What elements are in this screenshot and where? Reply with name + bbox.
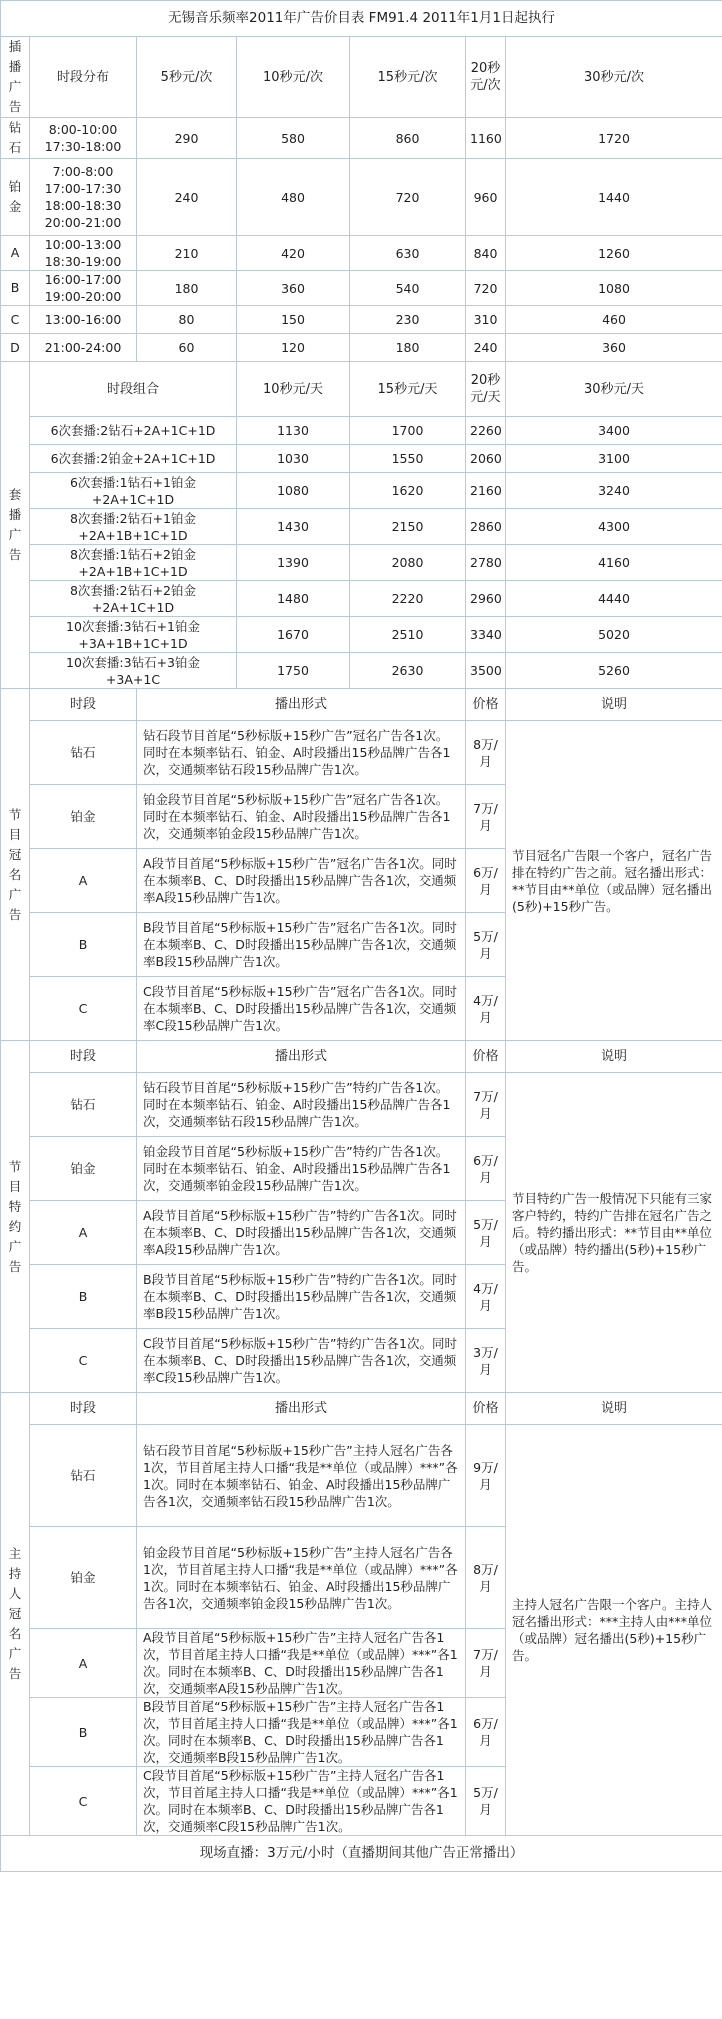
monthly-price: 8万/月 (466, 1527, 506, 1629)
price-15s-daily: 1550 (350, 445, 466, 473)
title-sponsor-label (1, 689, 30, 1041)
slot-name-text: 铂金 (8, 179, 22, 214)
header-broadcast-form: 播出形式 (137, 1393, 466, 1425)
monthly-price: 3万/月 (466, 1329, 506, 1393)
price-15s: 720 (350, 159, 466, 236)
table-row (1, 118, 722, 159)
price-5s: 60 (137, 334, 237, 362)
price-20s-daily: 2260 (466, 417, 506, 445)
header-time-distribution: 时段分布 (30, 37, 137, 118)
package-combination: 10次套播:3钻石+3铂金 +3A+1C (30, 653, 237, 689)
price-30s-daily: 4440 (506, 581, 722, 617)
price-10s-daily: 1080 (237, 473, 350, 509)
monthly-price: 5万/月 (466, 1767, 506, 1836)
package-combination: 8次套播:2钻石+1铂金 +2A+1B+1C+1D (30, 509, 237, 545)
header-20s-price: 20秒元/次 (466, 37, 506, 118)
broadcast-form: 钻石段节目首尾“5秒标版+15秒广告”特约广告各1次。同时在本频率钻石、铂金、A时段播出15秒品牌广告各1次，交通频率钻石段15秒品牌广告1次。 (137, 1073, 466, 1137)
price-20s: 840 (466, 236, 506, 271)
slot-time-range: 13:00-16:00 (30, 306, 137, 334)
table-row (1, 545, 722, 581)
table-row (1, 581, 722, 617)
monthly-price: 4万/月 (466, 1265, 506, 1329)
header-time-slot: 时段 (30, 1041, 137, 1073)
package-ad-label-text: 套播广告 (8, 487, 22, 562)
program-sponsor-label (1, 1041, 30, 1393)
price-30s-daily: 4300 (506, 509, 722, 545)
price-15s: 230 (350, 306, 466, 334)
page-title: 无锡音乐频率2011年广告价目表 FM91.4 2011年1月1日起执行 (1, 1, 722, 37)
header-15s-price: 15秒元/次 (350, 37, 466, 118)
price-5s: 80 (137, 306, 237, 334)
table-row (1, 445, 722, 473)
s2-header-row (1, 362, 722, 417)
slot-name (1, 334, 30, 362)
title-sponsor-notes: 节目冠名广告限一个客户，冠名广告排在特约广告之前。冠名播出形式：**节目由**单位（或品牌）冠名播出(5秒)+15秒广告。 (506, 721, 722, 1041)
s3-header-row (1, 689, 722, 721)
slot-name: A (30, 1201, 137, 1265)
s1-header-row (1, 37, 722, 118)
header-10s-daily: 10秒元/天 (237, 362, 350, 417)
broadcast-form: 铂金段节目首尾“5秒标版+15秒广告”特约广告各1次。同时在本频率钻石、铂金、A时段播出15秒品牌广告各1次，交通频率铂金段15秒品牌广告1次。 (137, 1137, 466, 1201)
table-row (1, 159, 722, 236)
slot-name-text: D (10, 339, 20, 355)
price-20s-daily: 3500 (466, 653, 506, 689)
price-20s-daily: 2860 (466, 509, 506, 545)
insert-ad-label (1, 37, 30, 118)
header-10s-price: 10秒元/次 (237, 37, 350, 118)
s4-header-row (1, 1041, 722, 1073)
price-30s: 1440 (506, 159, 722, 236)
price-5s: 240 (137, 159, 237, 236)
header-30s-daily: 30秒元/天 (506, 362, 722, 417)
price-10s-daily: 1480 (237, 581, 350, 617)
header-broadcast-form: 播出形式 (137, 689, 466, 721)
package-ad-label (1, 362, 30, 689)
price-10s-daily: 1390 (237, 545, 350, 581)
price-15s: 630 (350, 236, 466, 271)
slot-name: C (30, 1767, 137, 1836)
host-sponsor-label (1, 1393, 30, 1836)
price-30s: 360 (506, 334, 722, 362)
slot-name (1, 236, 30, 271)
table-row (1, 306, 722, 334)
monthly-price: 6万/月 (466, 849, 506, 913)
header-broadcast-form: 播出形式 (137, 1041, 466, 1073)
price-15s-daily: 2220 (350, 581, 466, 617)
monthly-price: 4万/月 (466, 977, 506, 1041)
header-notes: 说明 (506, 689, 722, 721)
header-time-slot: 时段 (30, 1393, 137, 1425)
broadcast-form: A段节目首尾“5秒标版+15秒广告”冠名广告各1次。同时在本频率B、C、D时段播出15秒品牌广告各1次，交通频率A段15秒品牌广告1次。 (137, 849, 466, 913)
header-30s-price: 30秒元/次 (506, 37, 722, 118)
monthly-price: 6万/月 (466, 1698, 506, 1767)
slot-name: 钻石 (30, 1425, 137, 1527)
package-combination: 6次套播:2钻石+2A+1C+1D (30, 417, 237, 445)
monthly-price: 7万/月 (466, 785, 506, 849)
broadcast-form: A段节目首尾“5秒标版+15秒广告”主持人冠名广告各1次，节目首尾主持人口播“我是**单位（或品牌）***”各1次。同时在本频率B、C、D时段播出15秒品牌广告各1次，交通频率A段15秒品牌广告1次。 (137, 1629, 466, 1698)
insert-ad-label-text: 插播广告 (8, 39, 22, 114)
broadcast-form: A段节目首尾“5秒标版+15秒广告”特约广告各1次。同时在本频率B、C、D时段播出15秒品牌广告各1次，交通频率A段15秒品牌广告1次。 (137, 1201, 466, 1265)
slot-name-text: A (10, 245, 20, 260)
price-30s-daily: 5020 (506, 617, 722, 653)
header-5s-price: 5秒元/次 (137, 37, 237, 118)
table-row (1, 417, 722, 445)
price-20s: 310 (466, 306, 506, 334)
table-row (1, 653, 722, 689)
price-30s: 1080 (506, 271, 722, 306)
monthly-price: 5万/月 (466, 913, 506, 977)
broadcast-form: B段节目首尾“5秒标版+15秒广告”主持人冠名广告各1次，节目首尾主持人口播“我是**单位（或品牌）***”各1次。同时在本频率B、C、D时段播出15秒品牌广告各1次，交通频率B段15秒品牌广告1次。 (137, 1698, 466, 1767)
price-30s: 1720 (506, 118, 722, 159)
slot-name: 铂金 (30, 1137, 137, 1201)
slot-name-text: 钻石 (8, 120, 22, 155)
header-price: 价格 (466, 1393, 506, 1425)
price-30s: 460 (506, 306, 722, 334)
price-20s-daily: 2960 (466, 581, 506, 617)
slot-name (1, 271, 30, 306)
header-20s-daily: 20秒元/天 (466, 362, 506, 417)
price-15s-daily: 2630 (350, 653, 466, 689)
package-combination: 8次套播:2钻石+2铂金 +2A+1C+1D (30, 581, 237, 617)
price-10s: 150 (237, 306, 350, 334)
header-notes: 说明 (506, 1393, 722, 1425)
monthly-price: 7万/月 (466, 1629, 506, 1698)
table-row (1, 721, 722, 785)
broadcast-form: 铂金段节目首尾“5秒标版+15秒广告”冠名广告各1次。同时在本频率钻石、铂金、A时段播出15秒品牌广告各1次，交通频率铂金段15秒品牌广告1次。 (137, 785, 466, 849)
header-notes: 说明 (506, 1041, 722, 1073)
broadcast-form: 钻石段节目首尾“5秒标版+15秒广告”主持人冠名广告各1次，节目首尾主持人口播“我是**单位（或品牌）***”各1次。同时在本频率钻石、铂金、A时段播出15秒品牌广告各1次，交通频率钻石段15秒品牌广告1次。 (137, 1425, 466, 1527)
price-20s: 1160 (466, 118, 506, 159)
slot-name-text: B (10, 280, 20, 295)
price-15s-daily: 1620 (350, 473, 466, 509)
package-combination: 6次套播:1钻石+1铂金 +2A+1C+1D (30, 473, 237, 509)
slot-name (1, 306, 30, 334)
program-sponsor-notes: 节目特约广告一般情况下只能有三家客户特约，特约广告排在冠名广告之后。特约播出形式：**节目由**单位（或品牌）特约播出(5秒)+15秒广告。 (506, 1073, 722, 1393)
price-15s-daily: 2080 (350, 545, 466, 581)
price-15s-daily: 2150 (350, 509, 466, 545)
slot-name (1, 118, 30, 159)
price-20s-daily: 2780 (466, 545, 506, 581)
broadcast-form: 钻石段节目首尾“5秒标版+15秒广告”冠名广告各1次。同时在本频率钻石、铂金、A时段播出15秒品牌广告各1次，交通频率钻石段15秒品牌广告1次。 (137, 721, 466, 785)
price-10s-daily: 1130 (237, 417, 350, 445)
package-combination: 8次套播:1钻石+2铂金 +2A+1B+1C+1D (30, 545, 237, 581)
table-row (1, 617, 722, 653)
header-slot-combination: 时段组合 (30, 362, 237, 417)
title-row (1, 1, 722, 37)
slot-name: A (30, 1629, 137, 1698)
price-10s-daily: 1750 (237, 653, 350, 689)
price-20s-daily: 2160 (466, 473, 506, 509)
slot-name: B (30, 913, 137, 977)
monthly-price: 8万/月 (466, 721, 506, 785)
slot-time-range: 16:00-17:00 19:00-20:00 (30, 271, 137, 306)
price-10s: 420 (237, 236, 350, 271)
monthly-price: 5万/月 (466, 1201, 506, 1265)
price-10s: 360 (237, 271, 350, 306)
title-sponsor-label-text: 节目冠名广告 (8, 806, 22, 922)
slot-name: 钻石 (30, 1073, 137, 1137)
price-10s-daily: 1670 (237, 617, 350, 653)
host-sponsor-label-text: 主持人冠名广告 (8, 1546, 22, 1681)
price-10s-daily: 1030 (237, 445, 350, 473)
price-10s-daily: 1430 (237, 509, 350, 545)
slot-time-range: 21:00-24:00 (30, 334, 137, 362)
slot-name: B (30, 1698, 137, 1767)
package-combination: 6次套播:2铂金+2A+1C+1D (30, 445, 237, 473)
price-10s: 480 (237, 159, 350, 236)
broadcast-form: C段节目首尾“5秒标版+15秒广告”主持人冠名广告各1次，节目首尾主持人口播“我是**单位（或品牌）***”各1次。同时在本频率B、C、D时段播出15秒品牌广告各1次，交通频率C段15秒品牌广告1次。 (137, 1767, 466, 1836)
price-15s: 860 (350, 118, 466, 159)
price-10s: 580 (237, 118, 350, 159)
header-15s-daily: 15秒元/天 (350, 362, 466, 417)
broadcast-form: C段节目首尾“5秒标版+15秒广告”特约广告各1次。同时在本频率B、C、D时段播出15秒品牌广告各1次，交通频率C段15秒品牌广告1次。 (137, 1329, 466, 1393)
slot-time-range: 7:00-8:00 17:00-17:30 18:00-18:30 20:00-21:00 (30, 159, 137, 236)
price-15s-daily: 1700 (350, 417, 466, 445)
table-row (1, 236, 722, 271)
header-price: 价格 (466, 689, 506, 721)
price-20s: 960 (466, 159, 506, 236)
monthly-price: 6万/月 (466, 1137, 506, 1201)
package-combination: 10次套播:3钻石+1铂金 +3A+1B+1C+1D (30, 617, 237, 653)
header-time-slot: 时段 (30, 689, 137, 721)
price-15s-daily: 2510 (350, 617, 466, 653)
monthly-price: 9万/月 (466, 1425, 506, 1527)
slot-name-text: C (10, 311, 20, 327)
table-row (1, 1073, 722, 1137)
footer-row (1, 1836, 722, 1872)
slot-time-range: 8:00-10:00 17:30-18:00 (30, 118, 137, 159)
price-20s: 240 (466, 334, 506, 362)
price-15s: 540 (350, 271, 466, 306)
slot-name: A (30, 849, 137, 913)
price-30s-daily: 5260 (506, 653, 722, 689)
price-30s-daily: 3400 (506, 417, 722, 445)
price-20s-daily: 3340 (466, 617, 506, 653)
monthly-price: 7万/月 (466, 1073, 506, 1137)
slot-name: C (30, 977, 137, 1041)
live-broadcast-note: 现场直播：3万元/小时（直播期间其他广告正常播出） (1, 1836, 722, 1872)
price-5s: 210 (137, 236, 237, 271)
broadcast-form: B段节目首尾“5秒标版+15秒广告”特约广告各1次。同时在本频率B、C、D时段播出15秒品牌广告各1次，交通频率B段15秒品牌广告1次。 (137, 1265, 466, 1329)
program-sponsor-label-text: 节目特约广告 (8, 1158, 22, 1274)
price-30s-daily: 4160 (506, 545, 722, 581)
table-row (1, 509, 722, 545)
price-30s-daily: 3100 (506, 445, 722, 473)
slot-name: 铂金 (30, 785, 137, 849)
slot-time-range: 10:00-13:00 18:30-19:00 (30, 236, 137, 271)
broadcast-form: C段节目首尾“5秒标版+15秒广告”冠名广告各1次。同时在本频率B、C、D时段播出15秒品牌广告各1次，交通频率C段15秒品牌广告1次。 (137, 977, 466, 1041)
table-row (1, 334, 722, 362)
s5-header-row (1, 1393, 722, 1425)
slot-name: B (30, 1265, 137, 1329)
slot-name: 铂金 (30, 1527, 137, 1629)
table-row (1, 1425, 722, 1527)
price-30s-daily: 3240 (506, 473, 722, 509)
price-20s-daily: 2060 (466, 445, 506, 473)
broadcast-form: B段节目首尾“5秒标版+15秒广告”冠名广告各1次。同时在本频率B、C、D时段播出15秒品牌广告各1次，交通频率B段15秒品牌广告1次。 (137, 913, 466, 977)
price-5s: 290 (137, 118, 237, 159)
price-5s: 180 (137, 271, 237, 306)
price-15s: 180 (350, 334, 466, 362)
table-row (1, 473, 722, 509)
broadcast-form: 铂金段节目首尾“5秒标版+15秒广告”主持人冠名广告各1次，节目首尾主持人口播“我是**单位（或品牌）***”各1次。同时在本频率钻石、铂金、A时段播出15秒品牌广告各1次，交通频率铂金段15秒品牌广告1次。 (137, 1527, 466, 1629)
slot-name (1, 159, 30, 236)
slot-name: 钻石 (30, 721, 137, 785)
header-price: 价格 (466, 1041, 506, 1073)
price-20s: 720 (466, 271, 506, 306)
host-sponsor-notes: 主持人冠名广告限一个客户。主持人冠名播出形式：***主持人由***单位（或品牌）冠名播出(5秒)+15秒广告。 (506, 1425, 722, 1836)
price-10s: 120 (237, 334, 350, 362)
price-30s: 1260 (506, 236, 722, 271)
slot-name: C (30, 1329, 137, 1393)
table-row (1, 271, 722, 306)
